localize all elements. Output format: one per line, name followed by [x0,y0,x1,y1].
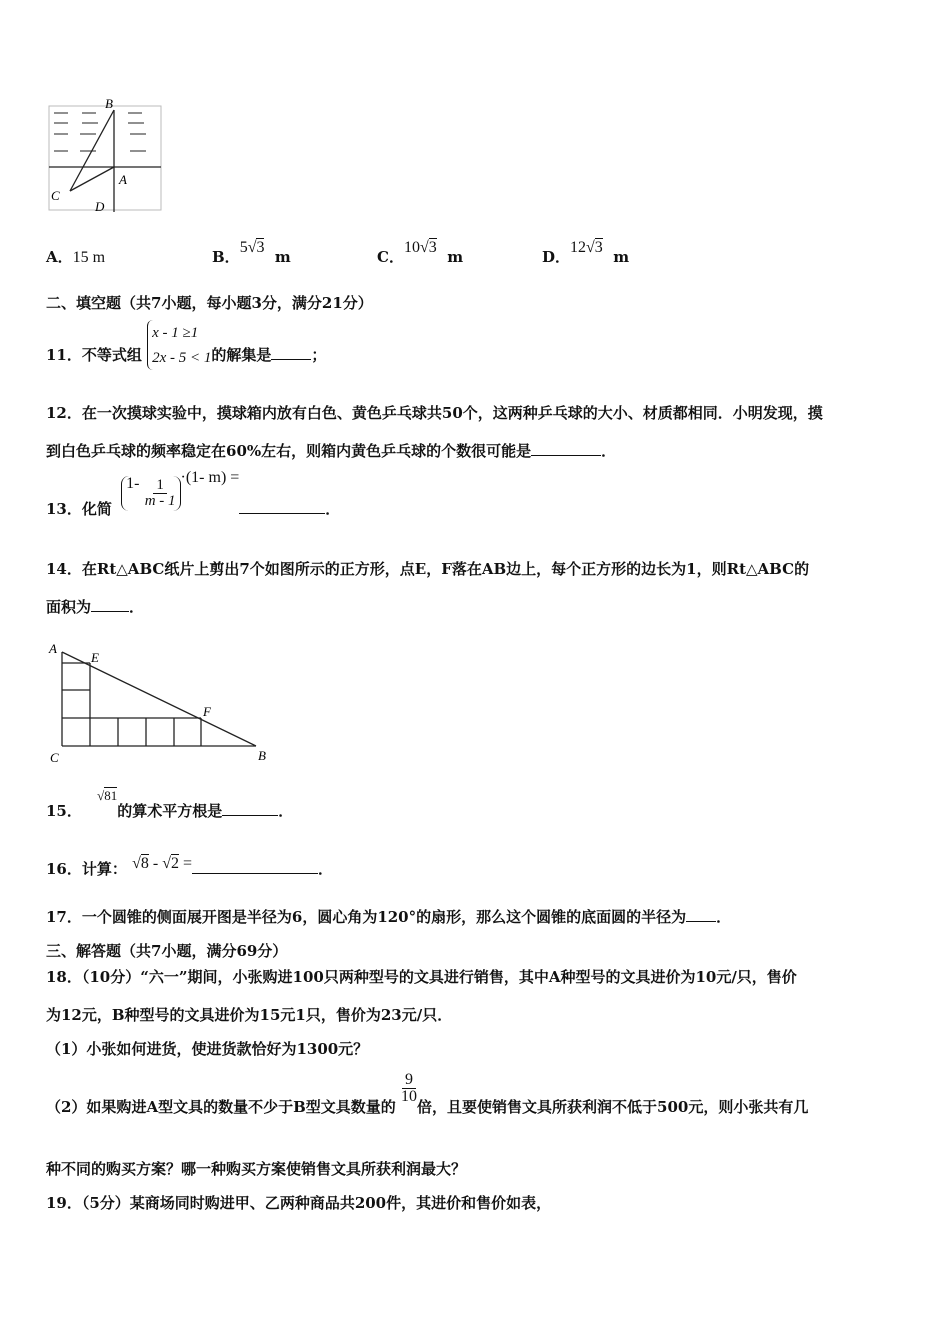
q10-option-b: B．5√3 m [212,239,291,266]
question-18-part-1: （1）小张如何进货，使进货款恰好为1300元？ [46,1040,369,1058]
figure-river-diagram [44,96,166,216]
q10-option-c: C．10√3 m [377,239,464,266]
question-16: 16．计算： √8 - √2 = ． [46,855,334,878]
question-15: 15． √81的算术平方根是 ． [46,788,294,820]
fig2-label-b: B [258,748,266,763]
question-11: 11．不等式组 x - 1 ≥1 2x - 5 < 1 的解集是 ； [46,320,326,370]
fig1-label-c: C [51,188,60,203]
fig2-label-a: A [49,641,57,656]
fig1-label-a: A [119,172,127,187]
section-3-title: 三、解答题（共7小题，满分69分） [46,942,288,960]
question-12-line-1: 12．在一次摸球实验中，摸球箱内放有白色、黄色乒乓球共50个，这两种乒乓球的大小、材质都相同．小明发现，摸 [46,404,823,422]
question-18-part-2: （2）如果购进A型文具的数量不少于B型文具数量的 $\frac{9}{10}$ 倍，且要使销售文具所获利润不低于500元，则小张共有几 [46,1071,809,1116]
question-12-line-2: 到白色乒乓球的频率稳定在60%左右，则箱内黄色乒乓球的个数很可能是 ． [46,442,617,460]
fig2-label-e: E [91,650,99,665]
q10-option-a: A．15 m [46,248,106,266]
fig2-label-f: F [203,704,211,719]
question-14-line-1: 14．在Rt△ABC纸片上剪出7个如图所示的正方形，点E，F落在AB边上，每个正方形的边长为1，则Rt△ABC的 [46,560,810,578]
question-13: 13．化简 1- $\frac{1}{m - 1}$ ·(1- m) =． [46,469,341,518]
fig2-label-c: C [50,750,59,765]
question-18-line-1: 18．（10分）“六一”期间，小张购进100只两种型号的文具进行销售，其中A种型号的文具进价为10元/只，售价 [46,968,797,986]
section-2-title: 二、填空题（共7小题，每小题3分，满分21分） [46,294,373,312]
question-18-line-2: 为12元，B种型号的文具进价为15元1只，售价为23元/只． [46,1006,453,1024]
figure-triangle-squares [44,638,280,770]
fig1-label-b: B [105,96,113,111]
question-18-part-2-line-2: 种不同的购买方案？哪一种购买方案使销售文具所获利润最大？ [46,1160,467,1178]
question-17: 17．一个圆锥的侧面展开图是半径为6，圆心角为120°的扇形，那么这个圆锥的底面圆的半径为 ． [46,908,732,926]
question-14-line-2: 面积为 ． [46,598,145,616]
q10-option-d: D．12√3 m [542,239,630,266]
fig1-label-d: D [95,199,105,214]
question-19: 19．（5分）某商场同时购进甲、乙两种商品共200件，其进价和售价如表， [46,1194,552,1212]
